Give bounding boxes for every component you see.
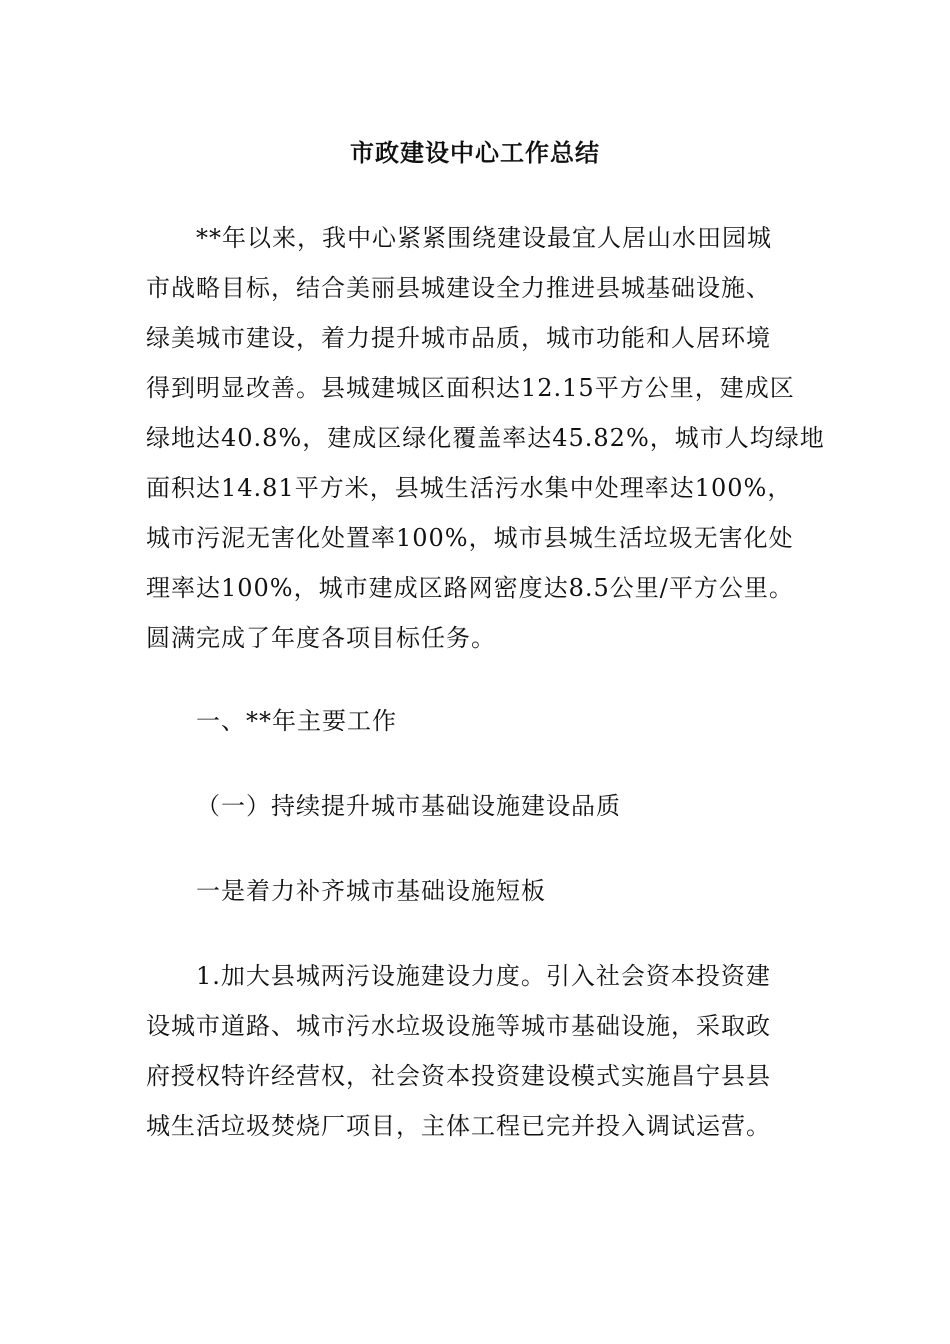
intro-line-4: 得到明显改善。县城建城区面积达12.15平方公里，建成区 — [146, 374, 795, 402]
intro-line-6: 面积达14.81平方米，县城生活污水集中处理率达100%， — [146, 474, 793, 502]
intro-line-7: 城市污泥无害化处置率100%，城市县城生活垃圾无害化处 — [146, 524, 794, 552]
section-heading: 一、**年主要工作 — [196, 707, 397, 735]
subsection-heading: （一）持续提升城市基础设施建设品质 — [196, 792, 621, 820]
para1-line-4: 城生活垃圾焚烧厂项目，主体工程已完并投入调试运营。 — [146, 1112, 771, 1140]
intro-line-2: 市战略目标，结合美丽县城建设全力推进县城基础设施、 — [146, 274, 771, 302]
intro-line-8: 理率达100%，城市建成区路网密度达8.5公里/平方公里。 — [146, 574, 794, 602]
para1-line-1: 1.加大县城两污设施建设力度。引入社会资本投资建 — [196, 962, 771, 990]
intro-line-1: **年以来，我中心紧紧围绕建设最宜人居山水田园城 — [196, 224, 772, 252]
para1-line-3: 府授权特许经营权，社会资本投资建设模式实施昌宁县县 — [146, 1062, 771, 1090]
document-title: 市政建设中心工作总结 — [350, 138, 600, 167]
para1-line-2: 设城市道路、城市污水垃圾设施等城市基础设施，采取政 — [146, 1012, 771, 1040]
intro-line-5: 绿地达40.8%，建成区绿化覆盖率达45.82%，城市人均绿地 — [146, 424, 825, 452]
intro-line-9: 圆满完成了年度各项目标任务。 — [146, 624, 496, 652]
intro-line-3: 绿美城市建设，着力提升城市品质，城市功能和人居环境 — [146, 324, 771, 352]
item-heading: 一是着力补齐城市基础设施短板 — [196, 877, 546, 905]
